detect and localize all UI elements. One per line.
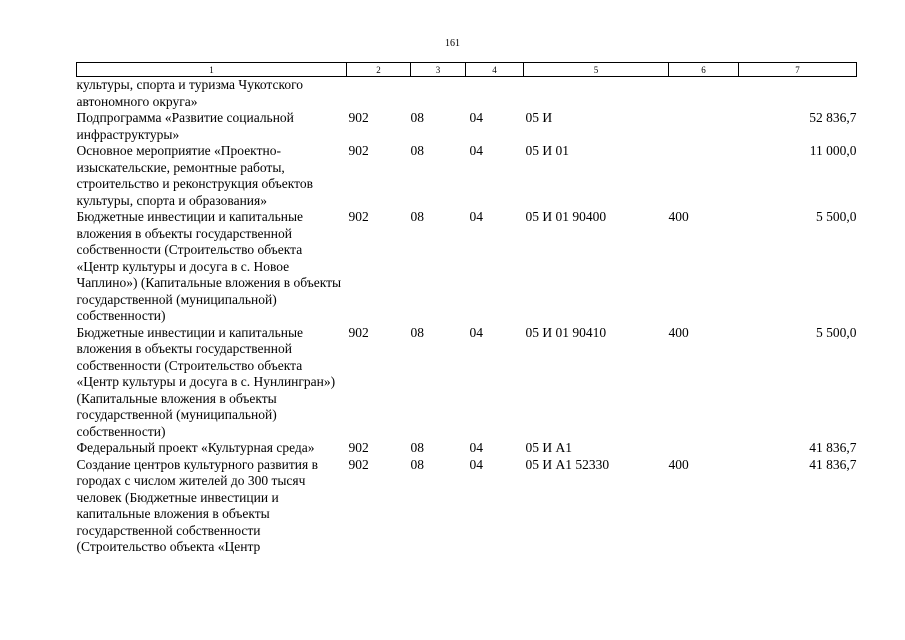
row-ministry-code [347, 77, 411, 111]
row-ministry-code: 902 [348, 143, 369, 158]
row-ministry-code: 902 [348, 110, 369, 125]
row-expense-type: 400 [668, 209, 689, 224]
row-ministry-code: 902 [348, 209, 369, 224]
table-row [77, 457, 857, 556]
header-col-5: 5 [524, 63, 669, 77]
row-target-code: 05 И 01 90400 [525, 209, 607, 224]
row-subsection-code: 04 [469, 440, 483, 455]
table-row [77, 110, 857, 143]
row-expense-type: 400 [668, 324, 689, 340]
row-target-code: 05 И А1 52330 [525, 456, 610, 472]
budget-table [76, 62, 857, 556]
row-amount [739, 77, 857, 111]
row-amount: 41 836,7 [809, 440, 857, 455]
row-target-code [524, 77, 669, 111]
page-number: 161 [445, 38, 460, 49]
row-section-code: 08 [410, 143, 424, 158]
row-ministry-code: 902 [348, 456, 369, 472]
row-section-code: 08 [410, 209, 424, 224]
row-section-code: 08 [410, 110, 424, 125]
row-amount: 5 500,0 [816, 209, 857, 224]
row-subsection-code: 04 [469, 324, 483, 340]
row-section-code: 08 [410, 440, 424, 455]
row-section-code [411, 77, 466, 111]
row-expense-type [669, 110, 739, 143]
header-col-7: 7 [739, 63, 857, 77]
header-col-6: 6 [669, 63, 739, 77]
row-name: культуры, спорта и туризма Чукотского автономного округа» [76, 77, 304, 109]
table-header [77, 63, 857, 77]
row-name: Бюджетные инвестиции и капитальные вложения в объекты государственной собственности (Строительство объекта «Центр культуры и досуга в с. Нунлингран») (Капитальные вложения в объекты государственной (муниципальной) собственности) [76, 324, 336, 439]
header-col-3: 3 [411, 63, 466, 77]
header-col-4: 4 [466, 63, 524, 77]
row-name: Подпрограмма «Развитие социальной инфраструктуры» [76, 110, 294, 142]
row-amount: 52 836,7 [809, 110, 857, 125]
row-expense-type [669, 143, 739, 209]
row-expense-type [669, 77, 739, 111]
table-row [77, 440, 857, 457]
row-subsection-code: 04 [469, 110, 483, 125]
row-target-code: 05 И А1 [525, 440, 572, 455]
row-subsection-code: 04 [469, 209, 483, 224]
row-name: Основное мероприятие «Проектно-изыскательские, ремонтные работы, строительство и реконструкция объектов культуры, спорта и образования» [76, 143, 314, 208]
row-target-code: 05 И 01 [525, 143, 569, 158]
row-amount: 5 500,0 [816, 324, 857, 340]
table-row [77, 77, 857, 111]
row-target-code: 05 И [525, 110, 553, 125]
header-col-1: 1 [77, 63, 347, 77]
row-ministry-code: 902 [348, 440, 369, 455]
row-section-code: 08 [410, 456, 424, 472]
row-amount: 11 000,0 [809, 143, 857, 158]
row-name: Создание центров культурного развития в городах с числом жителей до 300 тысяч человек (Бюджетные инвестиции и капитальные вложения в объекты государственной собственности (Строительство объекта «Центр [76, 456, 318, 554]
row-section-code: 08 [410, 324, 424, 340]
row-subsection-code [466, 77, 524, 111]
table-row [77, 209, 857, 325]
table-row [77, 143, 857, 209]
row-name: Федеральный проект «Культурная среда» [76, 440, 315, 455]
row-name: Бюджетные инвестиции и капитальные вложения в объекты государственной собственности (Строительство объекта «Центр культуры и досуга в с. Новое Чаплино») (Капитальные вложения в объекты государственной (муниципальной) собственности) [76, 209, 342, 323]
row-expense-type [669, 440, 739, 457]
row-ministry-code: 902 [348, 324, 369, 340]
row-target-code: 05 И 01 90410 [525, 324, 607, 340]
table-row [77, 325, 857, 441]
row-expense-type: 400 [668, 456, 689, 472]
header-col-2: 2 [347, 63, 411, 77]
row-subsection-code: 04 [469, 456, 483, 472]
row-amount: 41 836,7 [809, 456, 857, 472]
row-subsection-code: 04 [469, 143, 483, 158]
